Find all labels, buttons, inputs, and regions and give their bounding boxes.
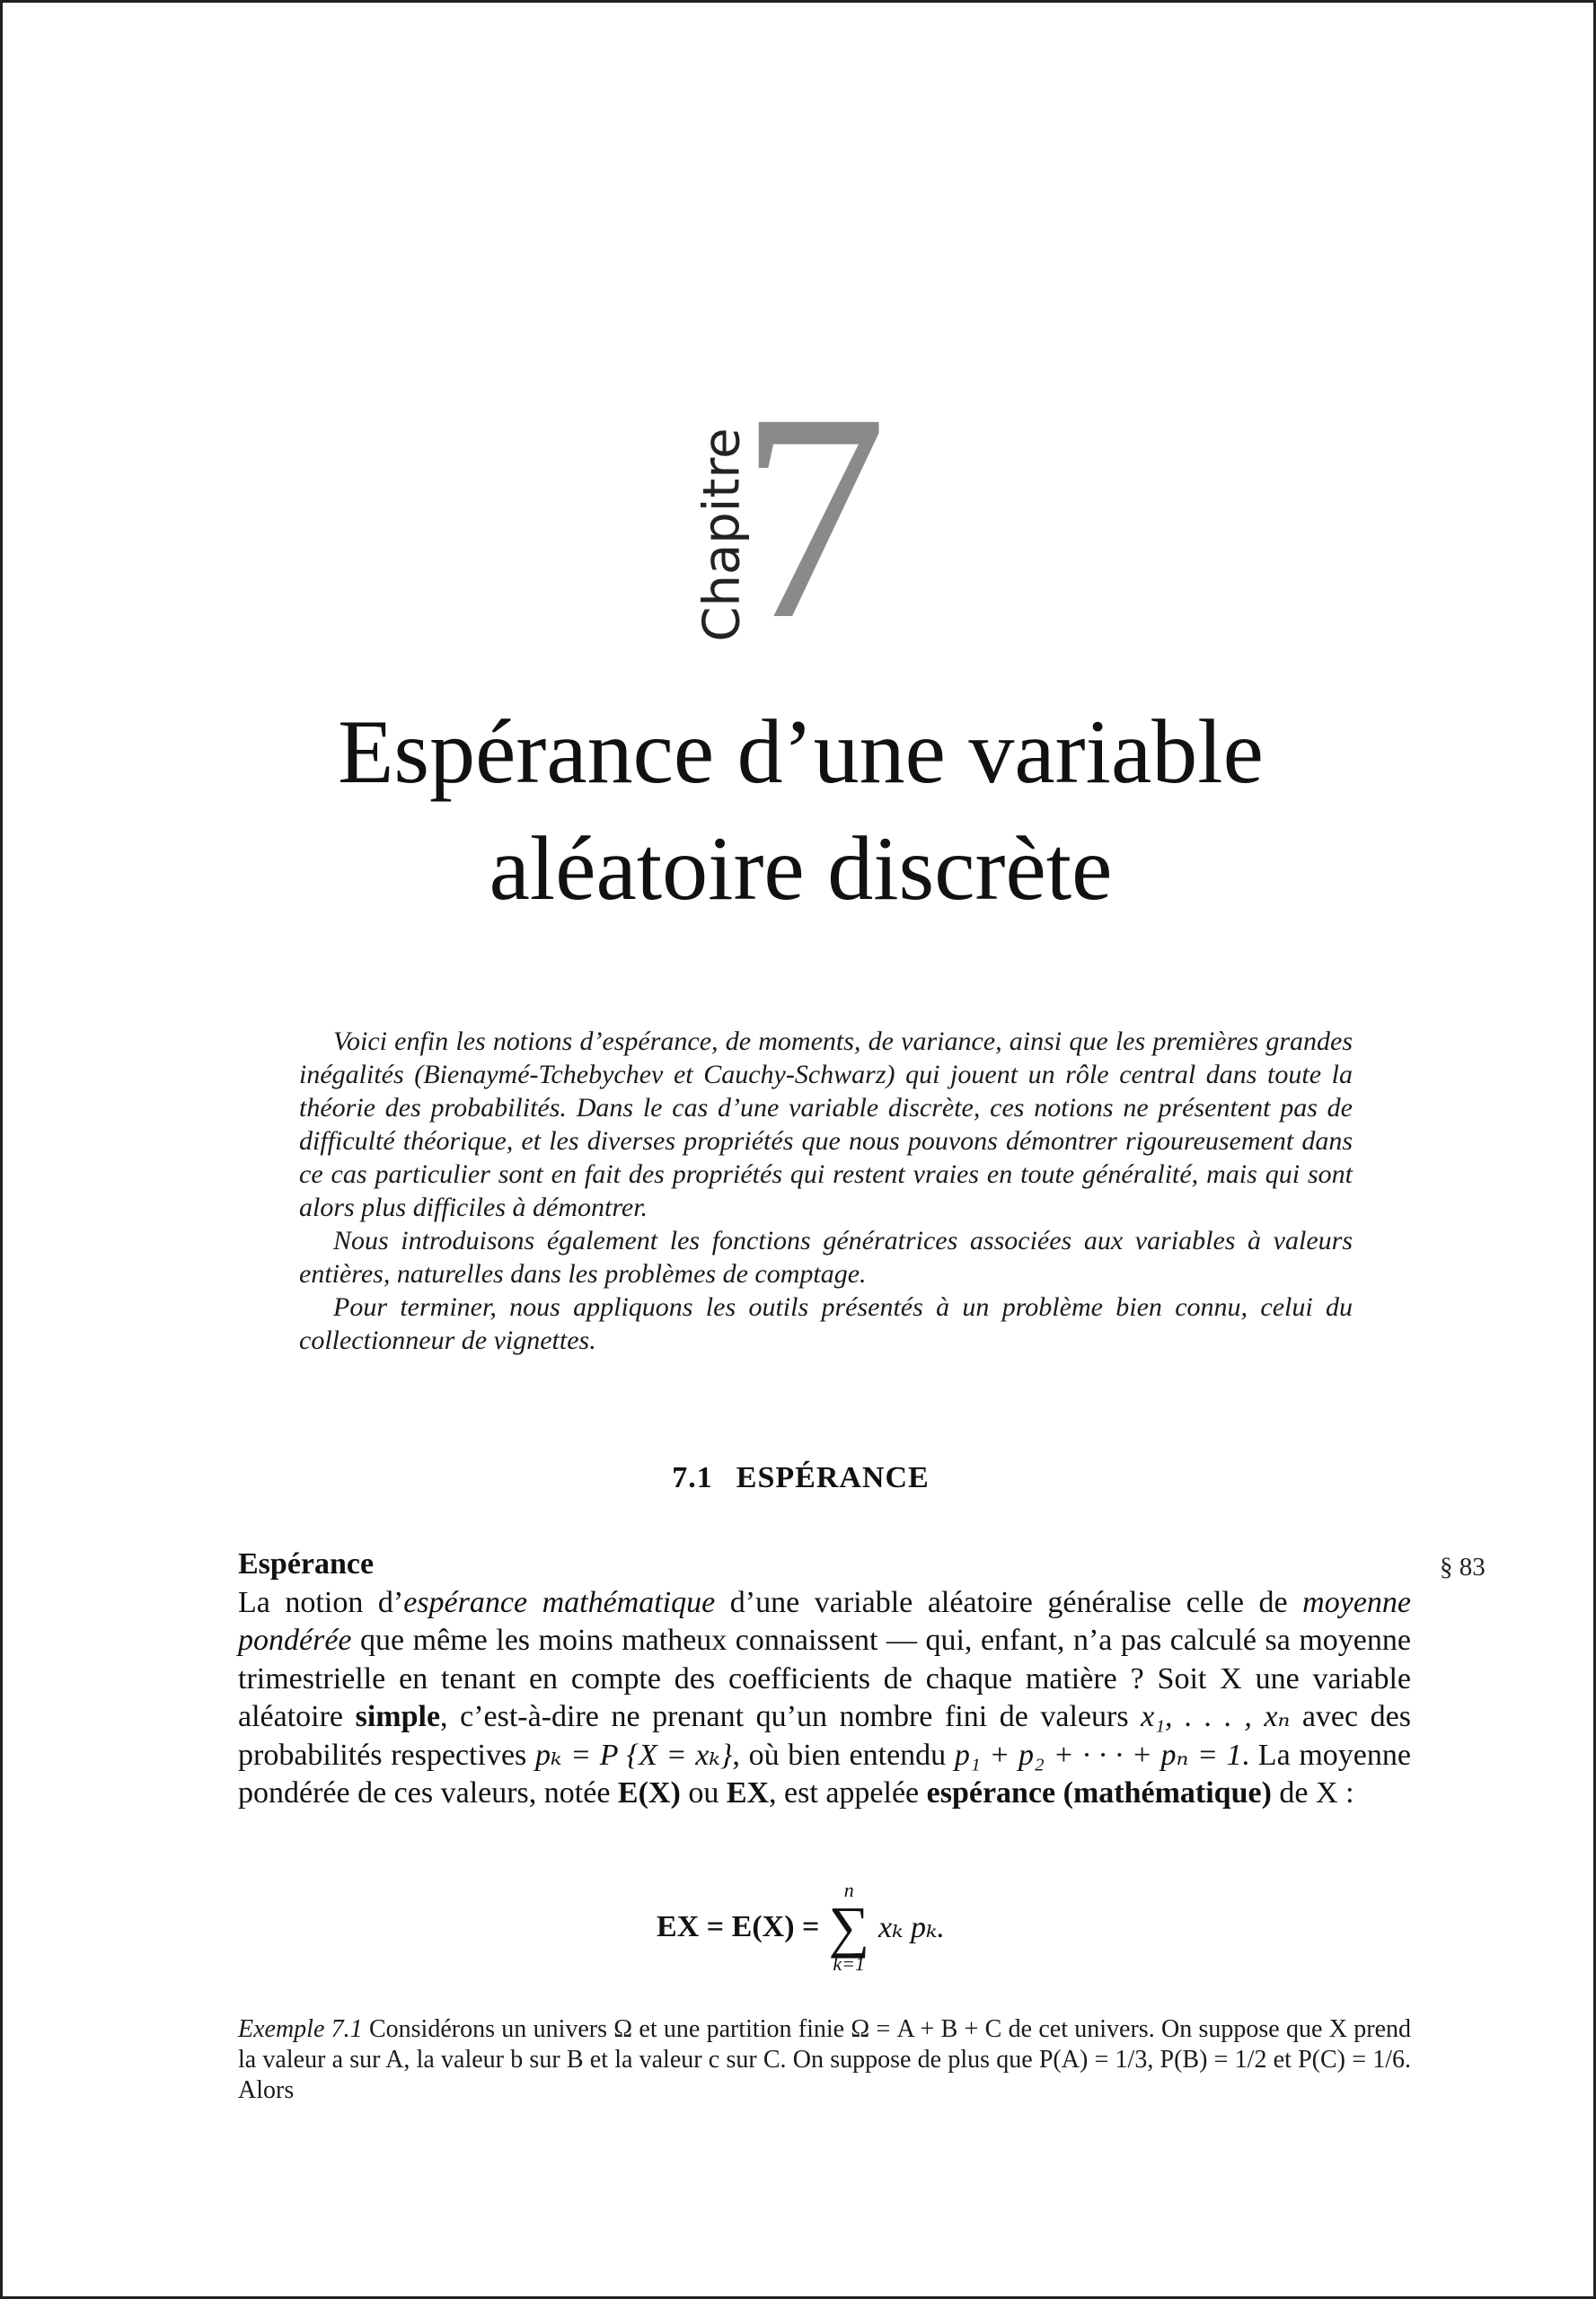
summation <box>828 1881 869 1974</box>
body-text-run: ou <box>680 1776 727 1810</box>
sum-lower-limit: k=1 <box>833 1952 866 1975</box>
body-text-run: avec des probabilités respectives <box>238 1700 1411 1772</box>
abstract-paragraph-3: Pour terminer, nous appliquons les outils présentés à un problème bien connu, celui du collectionneur de vignettes. <box>299 1292 1353 1355</box>
example-block <box>238 2014 1411 2106</box>
body-text-run: d’une variable aléatoire généralise celle de <box>715 1585 1303 1619</box>
inline-math: x₁, . . . , xₙ <box>1141 1700 1291 1733</box>
chapter-title-line-2: aléatoire discrète <box>489 818 1113 920</box>
sigma-symbol: ∑ <box>828 1895 870 1959</box>
body-text-run: , où bien entendu <box>732 1738 955 1772</box>
body-strong: espérance (mathématique) <box>926 1776 1272 1810</box>
section-number: 7.1 <box>672 1461 713 1494</box>
sum-upper-limit: n <box>843 1879 854 1901</box>
body-strong: simple <box>355 1700 441 1733</box>
formula-lhs: EX = E(X) = <box>657 1910 820 1943</box>
paragraph-reference: § 83 <box>1440 1553 1486 1581</box>
body-text-run: , c’est-à-dire ne prenant qu’un nombre fini de valeurs <box>440 1700 1142 1733</box>
body-text-run: , est appelée <box>769 1776 927 1810</box>
body-text <box>238 1546 1411 1813</box>
abstract-paragraph-2: Nous introduisons également les fonctions génératrices associées aux variables à valeurs entières, naturelles dans les problèmes de comptage. <box>299 1226 1353 1289</box>
display-formula <box>3 1878 1596 1977</box>
body-text-run: La notion d’ <box>238 1585 404 1619</box>
chapter-title-line-1: Espérance d’une variable <box>338 701 1264 803</box>
section-heading <box>3 1461 1596 1495</box>
body-emphasis: moyenne pondérée <box>238 1585 1411 1657</box>
section-title: ESPÉRANCE <box>736 1461 930 1494</box>
example-label: Exemple 7.1 <box>238 2015 363 2043</box>
inline-math-strong: EX <box>726 1776 770 1810</box>
chapter-number: 7 <box>739 353 887 681</box>
chapter-title <box>182 694 1419 928</box>
inline-math: p₁ + p₂ + · · · + pₙ = 1 <box>954 1738 1242 1772</box>
body-emphasis: espérance mathématique <box>403 1585 716 1619</box>
subsection-heading: Espérance <box>238 1547 375 1581</box>
body-text-run: . La moyenne pondérée de ces valeurs, notée <box>238 1738 1411 1810</box>
chapter-word: Chapitre <box>692 427 752 642</box>
body-text-run: que même les moins matheux connaissent — qui, enfant, n’a pas calculé sa moyenne trimestrielle en tenant en compte des coefficients de chaque matière ? Soit X une variable aléatoire <box>238 1624 1411 1733</box>
body-paragraph <box>238 1584 1411 1813</box>
chapter-abstract <box>299 1025 1353 1357</box>
inline-math: pₖ = P {X = xₖ} <box>534 1738 733 1772</box>
body-text-run: de X : <box>1271 1776 1354 1810</box>
formula-rhs: xₖ pₖ. <box>878 1911 945 1944</box>
inline-math-strong: E(X) <box>617 1776 681 1810</box>
abstract-paragraph-1: Voici enfin les notions d’espérance, de moments, de variance, ainsi que les premières grandes inégalités (Bienaymé-Tchebychev et Cauchy-Schwarz) qui jouent un rôle central dans toute la théorie des probabilités. Dans le cas d’une variable discrète, ces notions ne présentent pas de difficulté théorique, et les diverses propriétés que nous pouvons démontrer rigoureusement dans ce cas particulier sont en fait des propriétés qui restent vraies en toute généralité, mais qui sont alors plus difficiles à démontrer. <box>299 1026 1353 1222</box>
example-text: Considérons un univers Ω et une partition finie Ω = A + B + C de cet univers. On suppose que X prend la valeur a sur A, la valeur b sur B et la valeur c sur C. On suppose de plus que P(A) = 1/3, P(B) = 1/2 et P(C) = 1/6. Alors <box>238 2015 1412 2104</box>
